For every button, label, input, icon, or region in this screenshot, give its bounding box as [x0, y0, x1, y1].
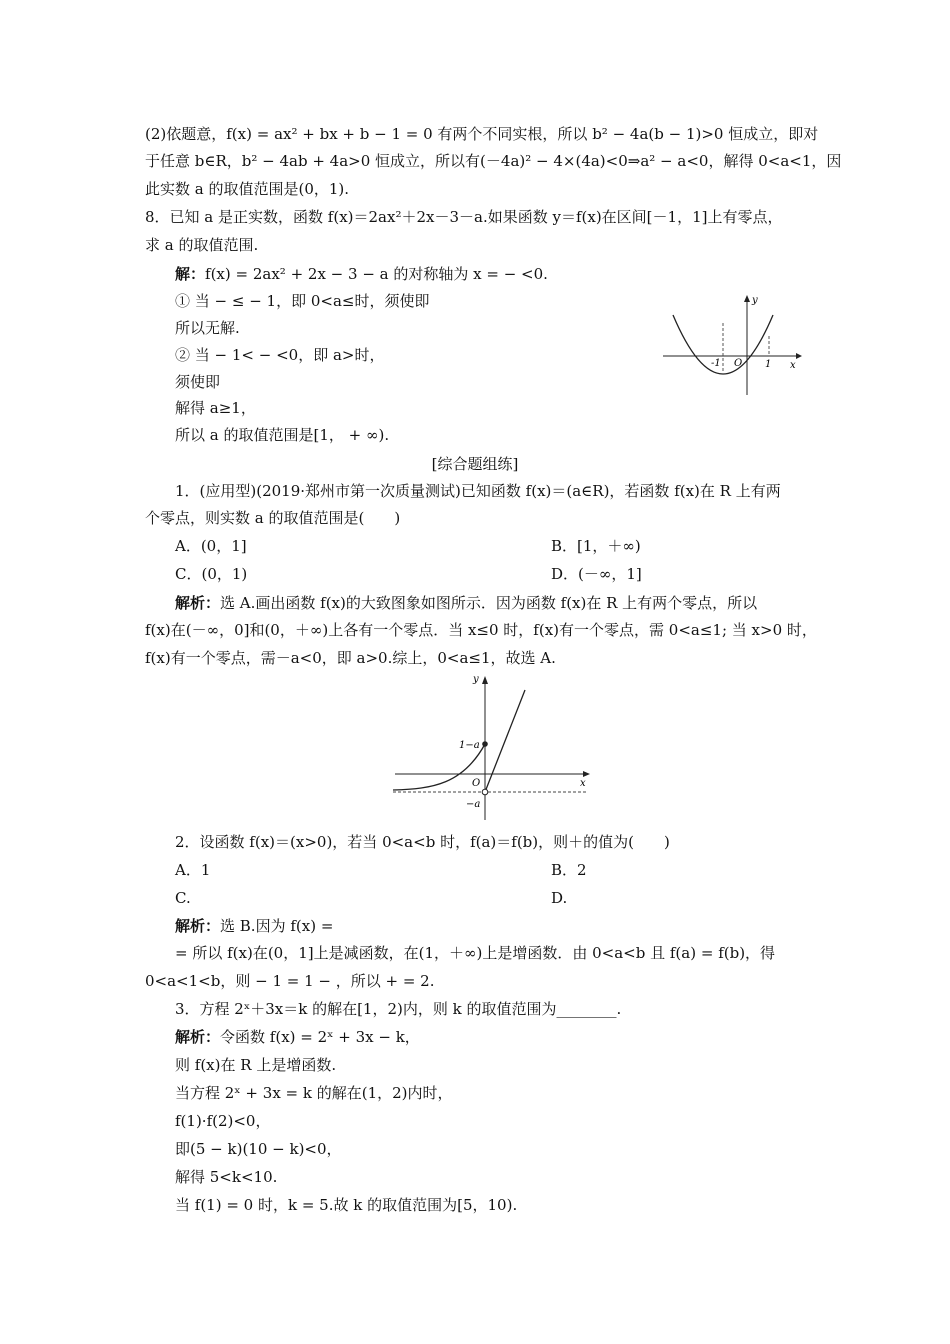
- solution-text: 选 B.因为 f(x) =: [220, 917, 334, 935]
- text-line: 所以 a 的取值范围是[1， + ∞).: [175, 426, 390, 444]
- text-line: 求 a 的取值范围.: [145, 236, 259, 254]
- text-line: 解得 a≥1，: [175, 399, 256, 417]
- tick-label-neg: -1: [711, 358, 721, 369]
- text-line: 1．(应用型)(2019·郑州市第一次质量测试)已知函数 f(x)＝(a∈R)，若函数 f(x)在 R 上有两: [175, 482, 781, 500]
- text-line: [175, 593, 855, 613]
- origin-label: O: [734, 358, 743, 369]
- solution-text: f(x) = 2ax² + 2x − 3 − a 的对称轴为 x = − <0.: [205, 265, 548, 283]
- axis-label-x: x: [790, 360, 796, 371]
- text-line: 8．已知 a 是正实数，函数 f(x)＝2ax²＋2x－3－a.如果函数 y＝f(x)在区间[－1，1]上有零点，: [145, 208, 783, 226]
- text-line: 此实数 a 的取值范围是(0，1).: [145, 180, 350, 198]
- text-line: 所以无解.: [175, 319, 240, 337]
- option-c: C.: [175, 889, 191, 907]
- solution-text: 令函数 f(x) = 2ˣ + 3x − k，: [220, 1028, 420, 1046]
- text-line: f(x)有一个零点，需－a<0，即 a>0.综上，0<a≤1，故选 A.: [145, 649, 556, 667]
- section-title: [综合题组练]: [431, 455, 519, 473]
- text-line: [175, 916, 855, 936]
- option-d: D．(－∞，1]: [551, 565, 642, 583]
- solution-label: 解析：: [175, 594, 221, 612]
- parabola-figure: [663, 293, 803, 398]
- origin-label: O: [472, 778, 481, 789]
- text-line: 2．设函数 f(x)＝(x>0)，若当 0<a<b 时，f(a)＝f(b)，则＋的值为( ): [175, 833, 670, 851]
- text-line: 个零点，则实数 a 的取值范围是( ): [145, 509, 401, 527]
- text-line: 3．方程 2ˣ＋3x＝k 的解在[1，2)内，则 k 的取值范围为________.: [175, 1000, 622, 1018]
- text-line: = 所以 f(x)在(0，1]上是减函数，在(1，＋∞)上是增函数．由 0<a<b 且 f(a) = f(b)，得: [175, 944, 776, 962]
- text-line: ① 当 − ≤ − 1，即 0<a≤时，须使即: [175, 292, 430, 310]
- text-line: (2)依题意，f(x) = ax² + bx + b − 1 = 0 有两个不同实根，所以 b² − 4a(b − 1)>0 恒成立，即对: [145, 125, 819, 143]
- option-a: A．1: [175, 861, 211, 879]
- option-a: A．(0，1]: [175, 537, 247, 555]
- text-line: 解得 5<k<10.: [175, 1168, 278, 1186]
- piecewise-figure: [393, 672, 593, 822]
- text-line: 则 f(x)在 R 上是增函数.: [175, 1056, 337, 1074]
- text-line: [175, 1027, 855, 1047]
- text-line: ② 当 − 1< − <0，即 a>时，: [175, 346, 385, 364]
- option-b: B．2: [551, 861, 587, 879]
- solution-label: 解析：: [175, 917, 221, 935]
- solution-label: 解：: [175, 265, 206, 283]
- text-line: 0<a<1<b，则 − 1 = 1 − ，所以 + = 2.: [145, 972, 435, 990]
- text-line: [175, 264, 855, 284]
- axis-label-y: y: [473, 674, 479, 685]
- axis-label-x: x: [580, 778, 586, 789]
- text-line: 当 f(1) = 0 时，k = 5.故 k 的取值范围为[5，10).: [175, 1196, 518, 1214]
- tick-label-pos: 1: [765, 359, 772, 370]
- text-line: 即(5 − k)(10 − k)<0，: [175, 1140, 342, 1158]
- text-line: 须使即: [175, 373, 221, 391]
- text-line: 于任意 b∈R，b² − 4ab + 4a>0 恒成立，所以有(－4a)² − 4×(4a)<0⇒a² − a<0，解得 0<a<1，因: [145, 152, 842, 170]
- label-minus-a: −a: [466, 799, 481, 810]
- axis-label-y: y: [752, 295, 758, 306]
- label-1-minus-a: 1−a: [459, 740, 480, 751]
- option-d: D.: [551, 889, 568, 907]
- option-b: B．[1，＋∞): [551, 537, 641, 555]
- text-line: f(x)在(－∞，0]和(0，＋∞)上各有一个零点．当 x≤0 时，f(x)有一个零点，需 0<a≤1; 当 x>0 时，: [145, 621, 817, 639]
- solution-text: 选 A.画出函数 f(x)的大致图象如图所示．因为函数 f(x)在 R 上有两个零点，所以: [220, 594, 758, 612]
- text-line: f(1)·f(2)<0，: [175, 1112, 271, 1130]
- text-line: 当方程 2ˣ + 3x = k 的解在(1，2)内时，: [175, 1084, 453, 1102]
- option-c: C．(0，1): [175, 565, 248, 583]
- solution-label: 解析：: [175, 1028, 221, 1046]
